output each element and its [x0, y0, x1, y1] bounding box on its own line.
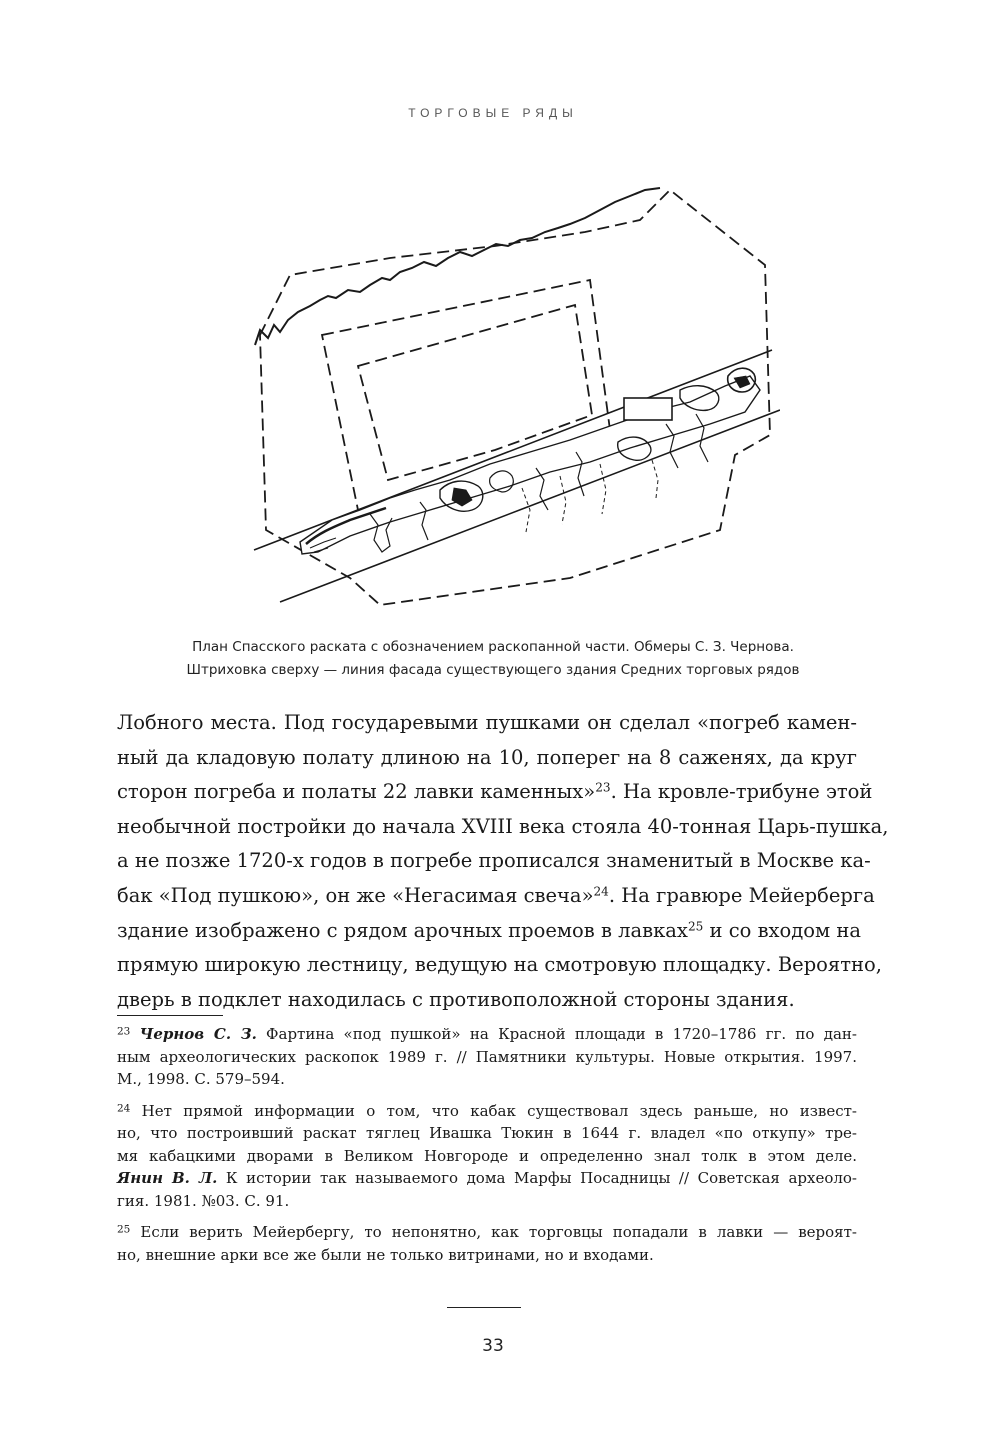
body-line: бак «Под пушкою», он же «Негасимая свеча»$^{24}$. На гравюре Мейерберга: [117, 883, 875, 907]
footnote-author: Янин В. Л.: [117, 1169, 218, 1187]
footnote-ref-24[interactable]: 24: [593, 884, 609, 899]
body-line: прямую широкую лестницу, ведущую на смотровую площадку. Вероятно,: [117, 953, 882, 977]
footnote-23: $^{23}$ Чернов С. З. Фартина «под пушкой» на Красной площади в 1720–1786 гг. по дан- ным археологических раскопок 1989 г. // Памятники культуры. Новые открытия. 1997. М., 1998. С. 579–594.: [117, 1025, 857, 1088]
caption-line-1: План Спасского раската с обозначением раскопанной части. Обмеры С. З. Чернова.: [192, 639, 794, 655]
body-line: здание изображено с рядом арочных проемов в лавках$^{25}$ и со входом на: [117, 918, 862, 942]
main-text: [117, 706, 889, 1017]
body-line: необычной постройки до начала XVIII века стояла 40-тонная Царь-пушка,: [117, 814, 889, 838]
footnote-ref-23[interactable]: 23: [595, 780, 611, 795]
running-head: ТОРГОВЫЕ РЯДЫ: [408, 106, 578, 120]
page-number: 33: [482, 1336, 504, 1356]
body-line: ный да кладовую полату длиною на 10, поперег на 8 саженях, да круг: [117, 745, 857, 769]
body-line: Лобного места. Под государевыми пушками он сделал «погреб камен-: [117, 711, 857, 734]
footnote-25: $^{25}$ Если верить Мейербергу, то непонятно, как торговцы попадали в лавки — вероят- но, внешние арки все же были не только витринами, но и входами.: [117, 1223, 857, 1264]
footnote-author: Чернов С. З.: [139, 1025, 257, 1043]
footnote-number: 25: [117, 1223, 131, 1236]
body-line: сторон погреба и полаты 22 лавки каменных»$^{23}$. На кровле-трибуне этой: [117, 780, 873, 804]
body-line: дверь в подклет находилась с противоположной стороны здания.: [117, 987, 795, 1011]
caption-line-2: Штриховка сверху — линия фасада существующего здания Средних торговых рядов: [186, 662, 800, 678]
footnote-number: 23: [117, 1025, 131, 1038]
body-line: а не позже 1720-х годов в погребе прописался знаменитый в Москве ка-: [117, 849, 871, 873]
figure-caption: [100, 636, 886, 682]
footnote-number: 24: [117, 1101, 131, 1114]
spassky-raskat-plan-figure: [240, 180, 780, 620]
footnote-24: $^{24}$ Нет прямой информации о том, что кабак существовал здесь раньше, но извест- но, что построивший раскат тяглец Ивашка Тюкин в 1644 г. владел «по откупу» тре- мя кабацкими дворами в Великом Новгороде и определенно знал толк в этом деле. Янин В. Л. К истории так называемого дома Марфы Посадницы // Советская археоло- гия. 1981. №03. С. 91.: [117, 1101, 857, 1210]
footnote-ref-25[interactable]: 25: [687, 918, 704, 933]
page-number-rule: [447, 1307, 521, 1308]
footnotes: [117, 1023, 857, 1275]
footnote-separator: [117, 1015, 223, 1016]
